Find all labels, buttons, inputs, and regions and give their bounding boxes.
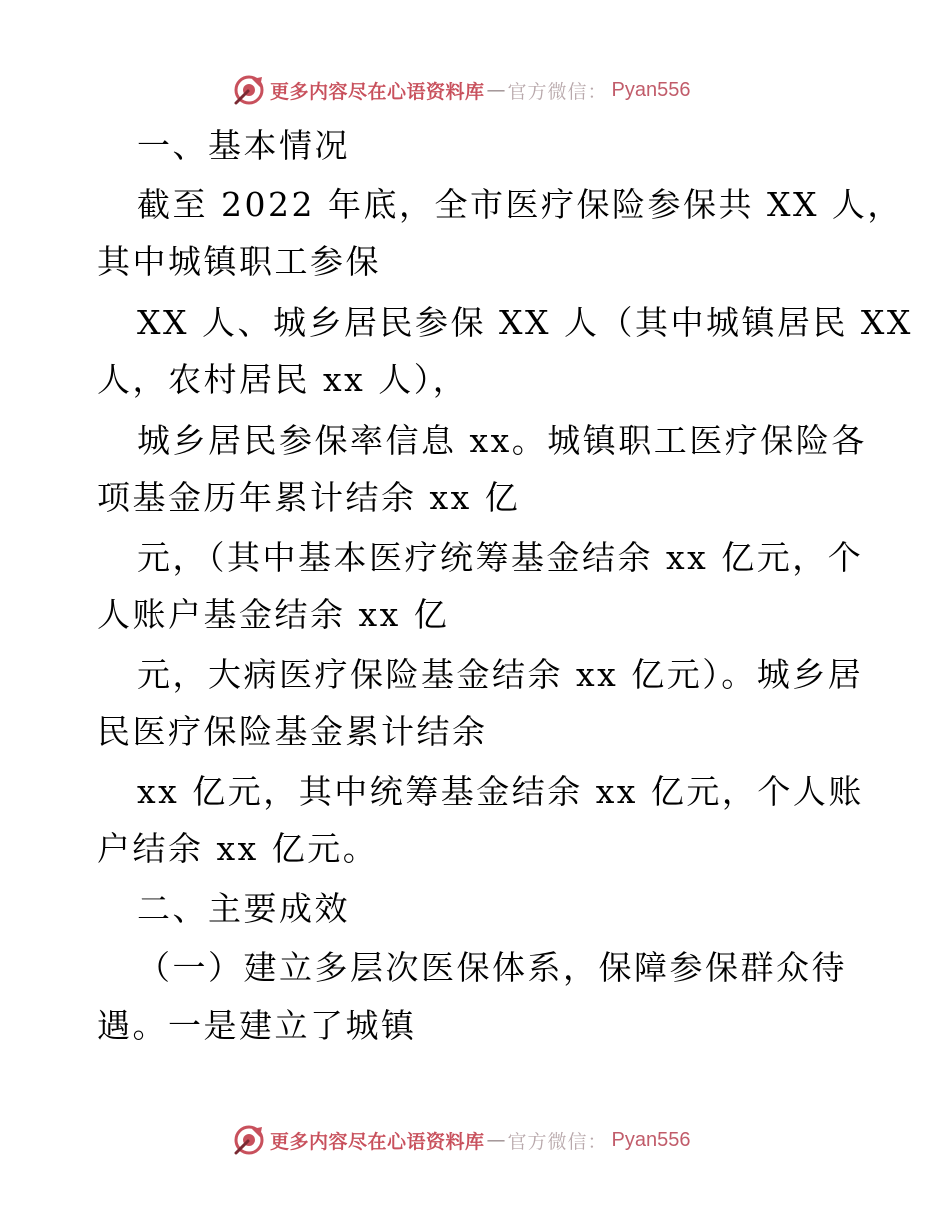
section-heading-main-achievements: 二、主要成效 xyxy=(137,889,350,928)
paragraph-line: 其中城镇职工参保 xyxy=(97,242,381,281)
header-watermark xyxy=(232,70,752,110)
paragraph-line: 截至 2022 年底，全市医疗保险参保共 XX 人， xyxy=(137,185,903,224)
paragraph-line: 人账户基金结余 xx 亿 xyxy=(97,595,450,634)
paragraph-line: 民医疗保险基金累计结余 xyxy=(97,712,488,751)
footer-watermark xyxy=(232,1120,752,1160)
watermark-wechat-label: 官方微信： xyxy=(507,1130,608,1153)
pen-logo-icon xyxy=(232,73,266,107)
watermark-wechat-label: 官方微信： xyxy=(507,80,608,103)
watermark-dash: — xyxy=(486,79,506,101)
paragraph-line: 城乡居民参保率信息 xx。城镇职工医疗保险各 xyxy=(137,421,867,460)
paragraph-line: 元，大病医疗保险基金结余 xx 亿元）。城乡居 xyxy=(137,655,864,694)
paragraph-line: 户结余 xx 亿元。 xyxy=(97,829,379,868)
watermark-wechat-id: Pyan556 xyxy=(611,78,691,101)
pen-logo-icon xyxy=(232,1123,266,1157)
paragraph-line: 遇。一是建立了城镇 xyxy=(97,1006,417,1045)
paragraph-line: xx 亿元，其中统筹基金结余 xx 亿元，个人账 xyxy=(137,772,864,811)
paragraph-line: 人，农村居民 xx 人）， xyxy=(97,360,469,399)
watermark-dash: — xyxy=(486,1129,506,1151)
section-heading-basic-situation: 一、基本情况 xyxy=(137,126,350,165)
watermark-main-text: 更多内容尽在心语资料库 xyxy=(270,80,485,103)
paragraph-line: 元，（其中基本医疗统筹基金结余 xx 亿元，个 xyxy=(137,538,864,577)
paragraph-line: （一）建立多层次医保体系，保障参保群众待 xyxy=(137,948,847,987)
watermark-wechat-id: Pyan556 xyxy=(611,1128,691,1151)
paragraph-line: 项基金历年累计结余 xx 亿 xyxy=(97,478,521,517)
paragraph-line: XX 人、城乡居民参保 XX 人（其中城镇居民 XX xyxy=(137,303,913,342)
watermark-main-text: 更多内容尽在心语资料库 xyxy=(270,1130,485,1153)
